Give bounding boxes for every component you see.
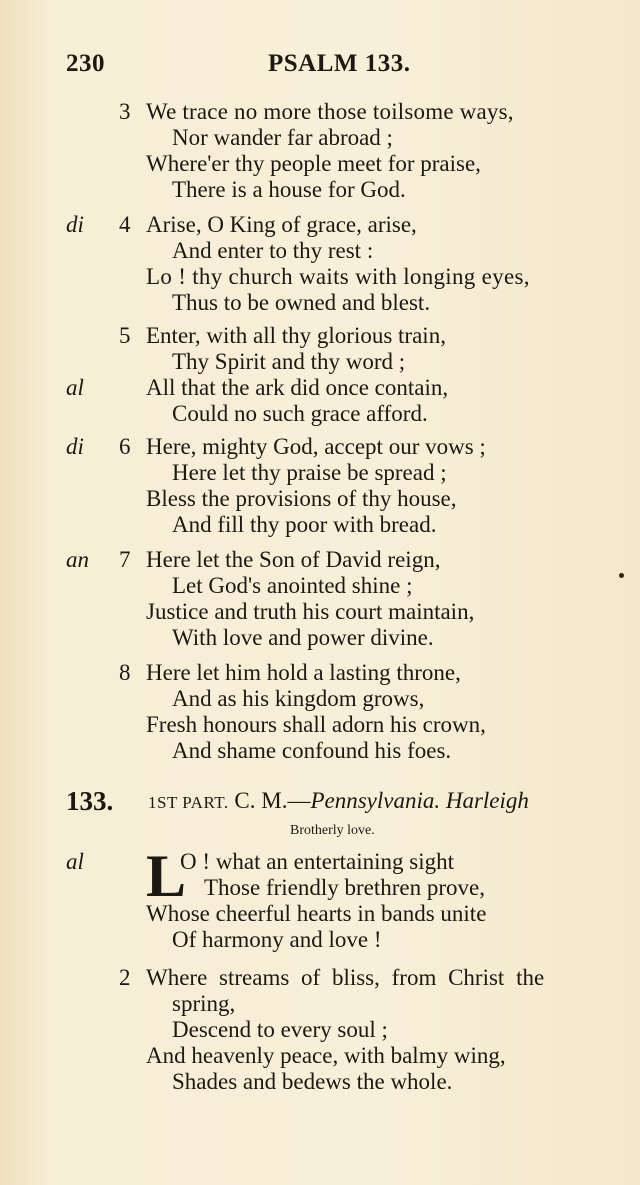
verse-number: 3: [119, 99, 131, 124]
marginal-indicator: al: [66, 849, 84, 874]
verse-number: 8: [119, 660, 131, 685]
verse-line: Lo ! thy church waits with longing eyes,: [146, 264, 530, 289]
verse-number: 2: [119, 965, 131, 990]
verse-number: 7: [119, 547, 131, 572]
verse-line: And enter to thy rest :: [172, 238, 374, 263]
hymn-subtitle: Brotherly love.: [290, 823, 375, 838]
verse-line: Here, mighty God, accept our vows ;: [146, 434, 486, 459]
verse-line: Of harmony and love !: [172, 927, 382, 952]
verse-line: And as his kingdom grows,: [172, 686, 425, 711]
verse-line: Descend to every soul ;: [172, 1017, 388, 1042]
verse-line: Here let thy praise be spread ;: [172, 460, 447, 485]
verse-line: Thy Spirit and thy word ;: [172, 349, 406, 374]
verse-line: With love and power divine.: [172, 625, 434, 650]
verse-line: Bless the provisions of thy house,: [146, 486, 457, 511]
verse-line: Where streams of bliss, from Christ the: [146, 965, 545, 990]
verse-line: Here let him hold a lasting throne,: [146, 660, 461, 685]
hymn-tunes: Pennsylvania. Harleigh: [310, 788, 529, 813]
verse-line: There is a house for God.: [172, 177, 406, 202]
verse-line: Nor wander far abroad ;: [172, 125, 393, 150]
verse-line: Enter, with all thy glorious train,: [146, 323, 446, 348]
verse-line: Justice and truth his court maintain,: [146, 599, 475, 624]
verse-line: Here let the Son of David reign,: [146, 547, 441, 572]
marginal-indicator: di: [66, 212, 84, 237]
running-title: PSALM 133.: [268, 50, 411, 77]
verse-line: And shame confound his foes.: [172, 738, 452, 763]
verse-number: 6: [119, 434, 131, 459]
verse-line: O ! what an entertaining sight: [180, 849, 455, 874]
marginal-indicator: al: [66, 375, 84, 400]
marginal-indicator: di: [66, 434, 84, 459]
verse-line: All that the ark did once contain,: [146, 375, 449, 400]
verse-line: We trace no more those toilsome ways,: [146, 99, 514, 124]
verse-line: Fresh honours shall adorn his crown,: [146, 712, 486, 737]
verse-line: spring,: [172, 991, 236, 1016]
marginal-indicator: an: [66, 547, 89, 572]
verse-line: Thus to be owned and blest.: [172, 290, 431, 315]
verse-line: Arise, O King of grace, arise,: [146, 212, 417, 237]
hymn-meter: C. M.—: [234, 788, 311, 813]
hymn-number: 133.: [66, 786, 114, 816]
verse-number: 5: [119, 323, 131, 348]
verse-line: Whose cheerful hearts in bands unite: [146, 901, 487, 926]
verse-line: Those friendly brethren prove,: [204, 875, 486, 900]
page-header: [0, 50, 640, 86]
ink-speck: [619, 573, 624, 578]
verse-line: Where'er thy people meet for praise,: [146, 151, 481, 176]
verse-line: Could no such grace afford.: [172, 401, 428, 426]
verse-line: Let God's anointed shine ;: [172, 573, 413, 598]
verse-number: 4: [119, 212, 131, 237]
drop-cap: L: [146, 843, 187, 909]
verse-line: And fill thy poor with bread.: [172, 512, 437, 537]
hymn-meta: [148, 788, 529, 816]
verse-line: And heavenly peace, with balmy wing,: [146, 1043, 506, 1068]
page-number: 230: [66, 50, 105, 77]
hymn-part: 1ST PART.: [148, 793, 229, 812]
verse-line: Shades and bedews the whole.: [172, 1069, 453, 1094]
